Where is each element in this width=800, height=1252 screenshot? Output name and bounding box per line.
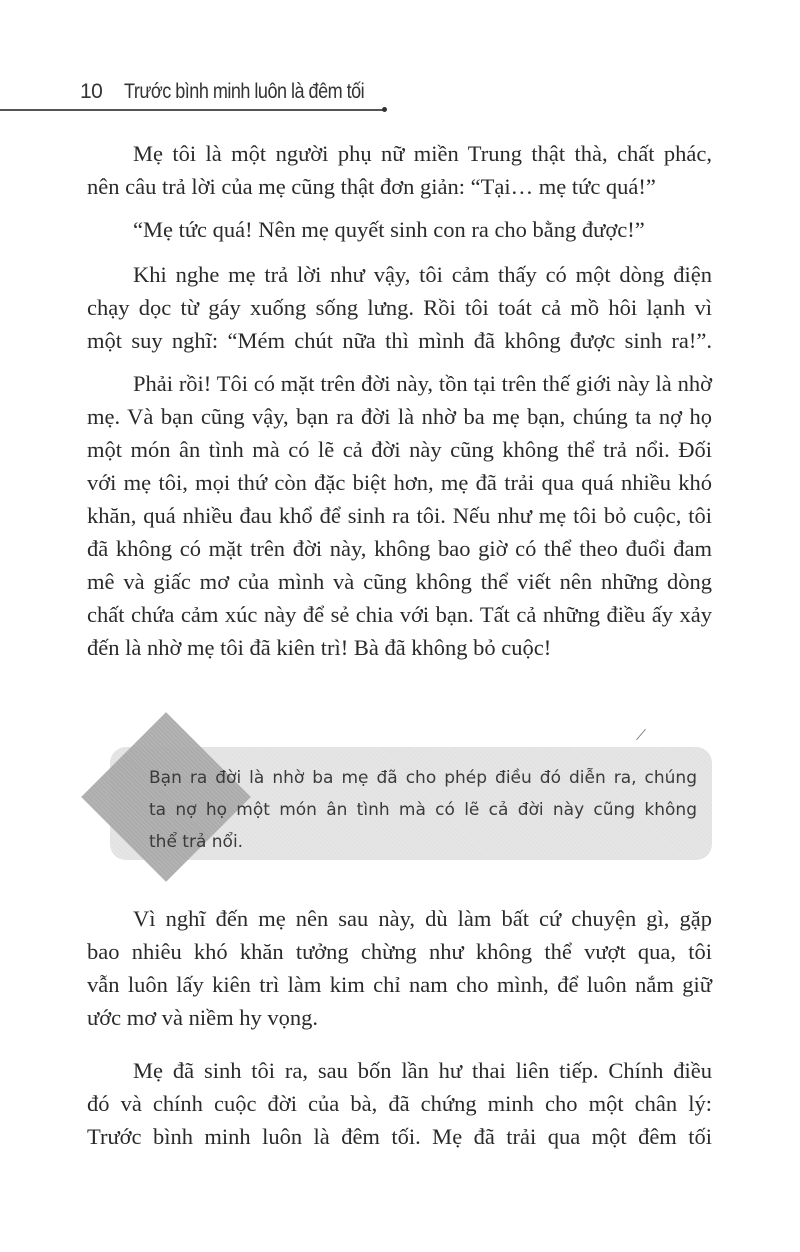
header-rule [0, 109, 384, 111]
paragraph-2 [87, 213, 712, 246]
paragraph-3 [87, 258, 712, 357]
text-line: chất chứa cảm xúc này để sẻ chia với bạn. Tất cả những điều ấy xảy [87, 602, 712, 627]
text-line: một suy nghĩ: “Mém chút nữa thì mình đã không được sinh ra!”. [87, 328, 712, 353]
pull-quote-line: thể trả nổi. [149, 832, 244, 852]
page-number: 10 [80, 80, 103, 103]
running-title: Trước bình minh luôn là đêm tối [124, 80, 365, 103]
text-line: Trước bình minh luôn là đêm tối. Mẹ đã trải qua một đêm tối [87, 1124, 712, 1149]
text-line: mê và giấc mơ của mình và cũng không thể viết nên những dòng [87, 569, 712, 594]
running-header [0, 74, 390, 114]
text-line: Khi nghe mẹ trả lời như vậy, tôi cảm thấy có một dòng điện [133, 262, 712, 287]
paragraph-1 [87, 137, 712, 203]
text-line: khăn, quá nhiều đau khổ để sinh ra tôi. Nếu như mẹ tôi bỏ cuộc, tôi [87, 503, 712, 528]
paragraph-4 [87, 367, 712, 664]
pencil-mark [636, 729, 646, 740]
pull-quote-line: Bạn ra đời là nhờ ba mẹ đã cho phép điều đó diễn ra, chúng [149, 768, 697, 788]
text-line: Mẹ đã sinh tôi ra, sau bốn lần hư thai liên tiếp. Chính điều [133, 1058, 712, 1083]
text-line: chạy dọc từ gáy xuống sống lưng. Rồi tôi toát cả mồ hôi lạnh vì [87, 295, 712, 320]
paragraph-6 [87, 1054, 712, 1153]
text-line: Vì nghĩ đến mẹ nên sau này, dù làm bất cứ chuyện gì, gặp [133, 906, 712, 931]
text-line: “Mẹ tức quá! Nên mẹ quyết sinh con ra cho bằng được!” [133, 217, 645, 242]
header-rule-dot [382, 107, 387, 112]
text-line: một món ân tình mà có lẽ cả đời này cũng không thể trả nổi. Đối [87, 437, 712, 462]
text-line: đến là nhờ mẹ tôi đã kiên trì! Bà đã không bỏ cuộc! [87, 635, 552, 660]
text-line: mẹ. Và bạn cũng vậy, bạn ra đời là nhờ ba mẹ bạn, chúng ta nợ họ [87, 404, 712, 429]
text-line: đó và chính cuộc đời của bà, đã chứng minh cho một chân lý: [87, 1091, 712, 1116]
text-line: bao nhiêu khó khăn tưởng chừng như không thể vượt qua, tôi [87, 939, 712, 964]
paragraph-5 [87, 902, 712, 1034]
pull-quote-text [149, 762, 697, 858]
pull-quote-line: ta nợ họ một món ân tình mà có lẽ cả đời này cũng không [149, 800, 697, 820]
text-line: với mẹ tôi, mọi thứ còn đặc biệt hơn, mẹ đã trải qua quá nhiều khó [87, 470, 712, 495]
text-line: vẫn luôn lấy kiên trì làm kim chỉ nam cho mình, để luôn nắm giữ [87, 972, 712, 997]
text-line: nên câu trả lời của mẹ cũng thật đơn giản: “Tại… mẹ tức quá!” [87, 174, 656, 199]
text-line: Mẹ tôi là một người phụ nữ miền Trung thật thà, chất phác, [133, 141, 712, 166]
text-line: ước mơ và niềm hy vọng. [87, 1005, 318, 1030]
text-line: đã không có mặt trên đời này, không bao giờ có thể theo đuổi đam [87, 536, 712, 561]
text-line: Phải rồi! Tôi có mặt trên đời này, tồn tại trên thế giới này là nhờ [133, 371, 712, 396]
